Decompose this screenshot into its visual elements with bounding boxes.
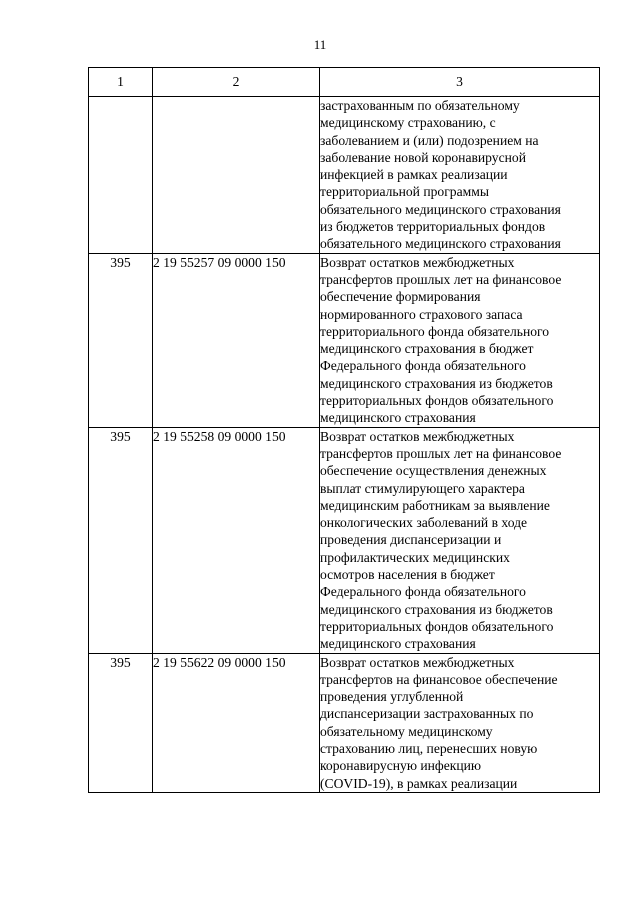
table-header-row	[89, 68, 600, 97]
description-line: обязательного медицинского страхования	[320, 236, 561, 252]
column-header-2: 2	[153, 68, 320, 97]
description-line: онкологических заболеваний в ходе	[320, 515, 528, 531]
description-cell	[320, 427, 600, 653]
description-line: Федерального фонда обязательного	[320, 358, 526, 374]
description-line: трансфертов прошлых лет на финансовое	[320, 271, 562, 287]
description-line: Федерального фонда обязательного	[320, 584, 526, 600]
description-line: профилактических медицинских	[320, 549, 510, 565]
description-cell	[320, 97, 600, 254]
budget-code-cell	[153, 97, 320, 254]
description-line: страхованию лиц, перенесших новую	[320, 740, 538, 756]
description-line: территориальной программы	[320, 184, 489, 200]
description-line: медицинским работникам за выявление	[320, 497, 550, 513]
row-number-cell: 395	[89, 253, 153, 427]
column-header-1: 1	[89, 68, 153, 97]
table-row	[89, 253, 600, 427]
description-line: из бюджетов территориальных фондов	[320, 219, 546, 235]
description-line: осмотров населения в бюджет	[320, 567, 495, 583]
row-number-cell: 395	[89, 653, 153, 792]
description-line: обеспечение осуществления денежных	[320, 463, 547, 479]
description-line: выплат стимулирующего характера	[320, 480, 525, 496]
table-row	[89, 97, 600, 254]
description-line: медицинскому страхованию, с	[320, 115, 496, 131]
table-row	[89, 427, 600, 653]
row-number-cell: 395	[89, 427, 153, 653]
description-line: территориальных фондов обязательного	[320, 618, 554, 634]
description-line: медицинского страхования из бюджетов	[320, 375, 553, 391]
budget-code-cell: 2 19 55258 09 0000 150	[153, 427, 320, 653]
table-body	[89, 97, 600, 793]
description-line: застрахованным по обязательному	[320, 98, 520, 113]
description-line: обязательному медицинскому	[320, 723, 493, 739]
description-line: медицинского страхования	[320, 636, 476, 652]
budget-code-cell: 2 19 55257 09 0000 150	[153, 253, 320, 427]
description-line: диспансеризации застрахованных по	[320, 706, 534, 722]
description-cell	[320, 653, 600, 792]
row-number-cell	[89, 97, 153, 254]
description-line: медицинского страхования в бюджет	[320, 341, 534, 357]
description-line: обязательного медицинского страхования	[320, 201, 561, 217]
description-cell	[320, 253, 600, 427]
description-line: медицинского страхования	[320, 410, 476, 426]
description-line: коронавирусную инфекцию	[320, 758, 482, 774]
budget-codes-table	[88, 67, 600, 793]
table-row	[89, 653, 600, 792]
description-line: Возврат остатков межбюджетных	[320, 428, 515, 444]
description-line: заболеванием и (или) подозрением на	[320, 132, 539, 148]
description-line: (COVID-19), в рамках реализации	[320, 775, 518, 791]
description-line: проведения диспансеризации и	[320, 532, 502, 548]
column-header-3: 3	[320, 68, 600, 97]
description-line: медицинского страхования из бюджетов	[320, 601, 553, 617]
page-number: 11	[313, 37, 327, 52]
description-line: трансфертов прошлых лет на финансовое	[320, 445, 562, 461]
description-line: инфекцией в рамках реализации	[320, 167, 508, 183]
description-line: территориальных фондов обязательного	[320, 393, 554, 409]
description-line: Возврат остатков межбюджетных	[320, 654, 515, 670]
description-line: Возврат остатков межбюджетных	[320, 254, 515, 270]
budget-code-cell: 2 19 55622 09 0000 150	[153, 653, 320, 792]
description-line: заболевание новой коронавирусной	[320, 149, 526, 165]
description-line: проведения углубленной	[320, 689, 464, 705]
description-line: нормированного страхового запаса	[320, 306, 523, 322]
description-line: трансфертов на финансовое обеспечение	[320, 671, 558, 687]
description-line: обеспечение формирования	[320, 289, 481, 305]
description-line: территориального фонда обязательного	[320, 323, 550, 339]
